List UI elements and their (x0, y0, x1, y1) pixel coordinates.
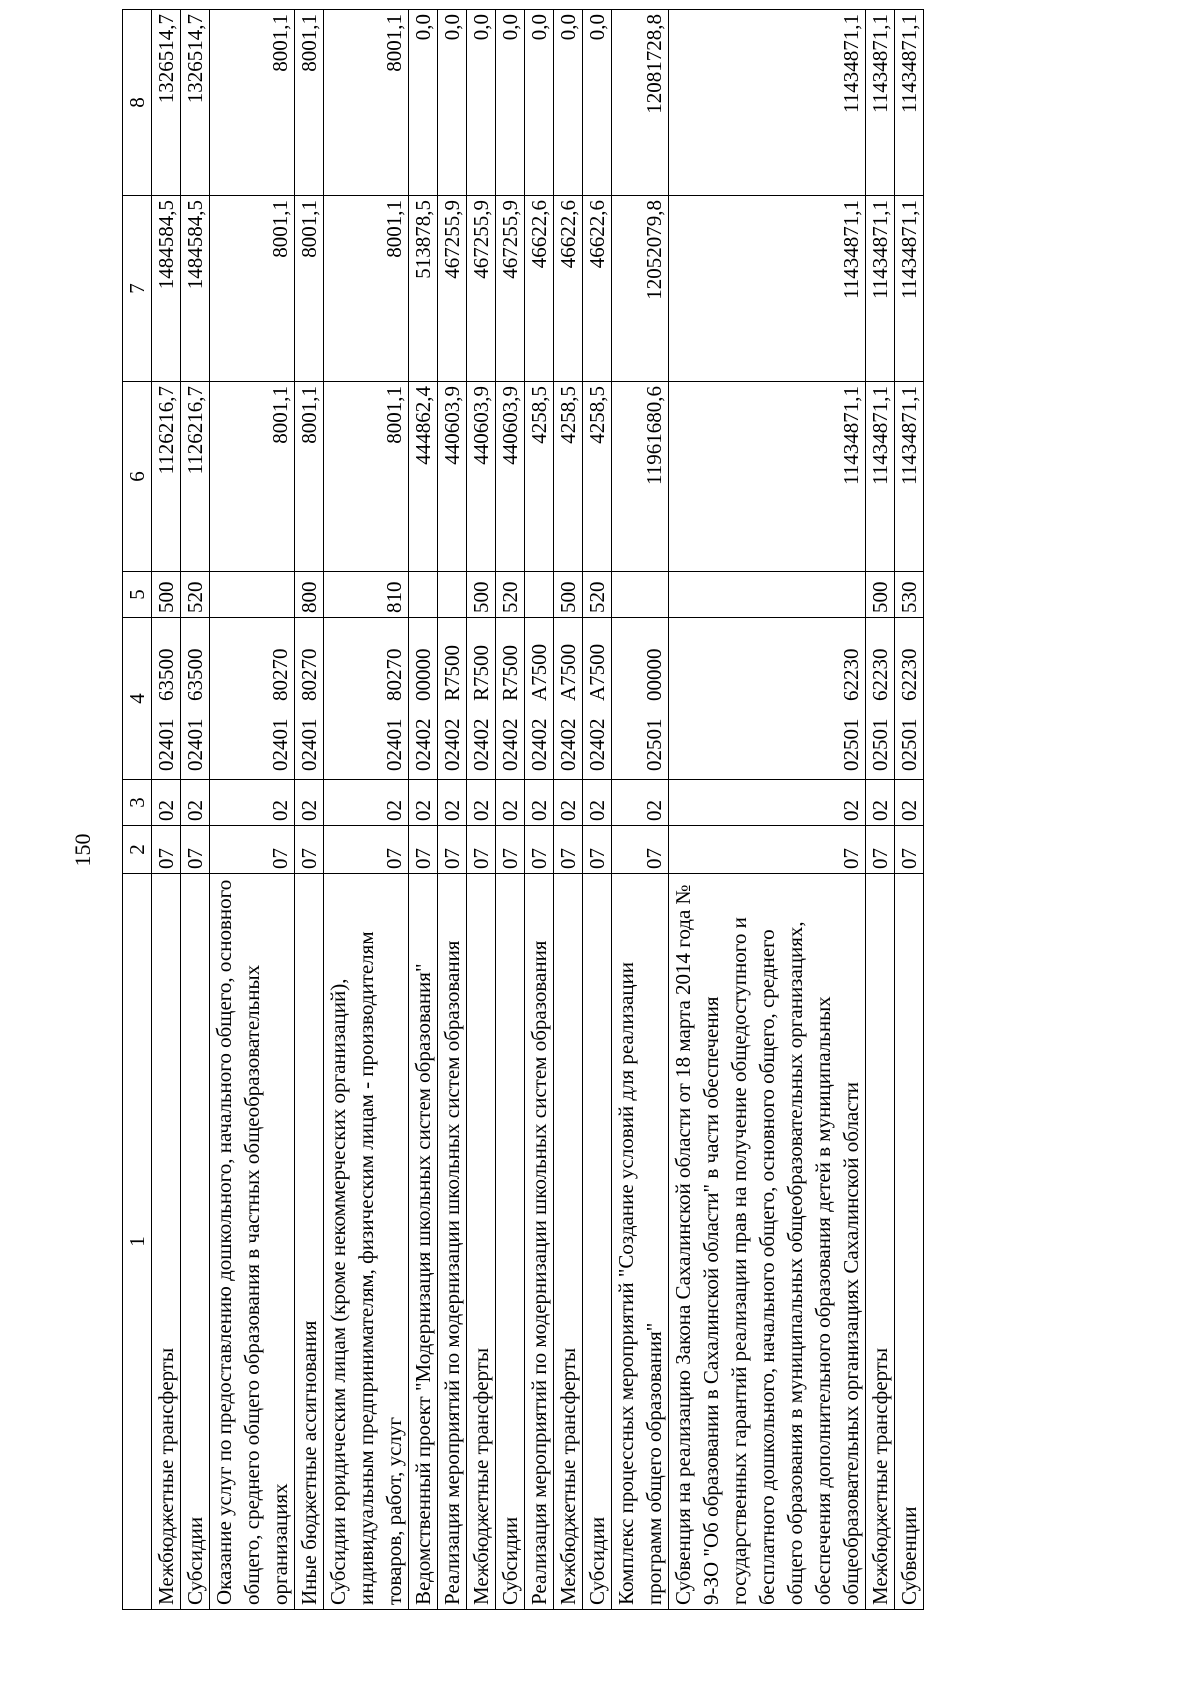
header-cell: 6 (123, 382, 152, 572)
target-article-code (210, 618, 295, 780)
amount-col-6: 11434871,1 (895, 382, 924, 572)
amount-col-8: 0,0 (583, 10, 612, 196)
program-code: 02401 (297, 718, 321, 771)
direction-code: 80270 (382, 648, 406, 701)
amount-col-7: 467255,9 (438, 196, 467, 382)
table-row (554, 10, 583, 1610)
row-name: Субсидии (496, 874, 525, 1610)
section-code: 07 (181, 826, 210, 874)
table-row (467, 10, 496, 1610)
target-article-code (612, 618, 669, 780)
amount-col-8: 8001,1 (295, 10, 324, 196)
amount-col-6: 11434871,1 (866, 382, 895, 572)
amount-col-6: 8001,1 (295, 382, 324, 572)
row-name: Реализация мероприятий по модернизации школьных систем образования (438, 874, 467, 1610)
section-code: 07 (895, 826, 924, 874)
expense-type-code: 520 (181, 572, 210, 618)
amount-col-6: 444862,4 (409, 382, 438, 572)
amount-col-8: 0,0 (554, 10, 583, 196)
expense-type-code: 520 (496, 572, 525, 618)
section-code: 07 (295, 826, 324, 874)
amount-col-6: 1126216,7 (181, 382, 210, 572)
amount-col-8: 0,0 (525, 10, 554, 196)
amount-col-7: 513878,5 (409, 196, 438, 382)
amount-col-8: 8001,1 (210, 10, 295, 196)
amount-col-6: 4258,5 (525, 382, 554, 572)
table-row (324, 10, 409, 1610)
table-row (152, 10, 181, 1610)
amount-col-8: 1326514,7 (181, 10, 210, 196)
header-cell: 1 (123, 874, 152, 1610)
expense-type-code (438, 572, 467, 618)
section-code: 07 (324, 826, 409, 874)
amount-col-7: 11434871,1 (669, 196, 866, 382)
row-name: Субсидии юридическим лицам (кроме некоммерческих организаций), индивидуальным предпринимателям, физическим лицам - производителям товаров, работ, услуг (324, 874, 409, 1610)
header-cell: 8 (123, 10, 152, 196)
expense-type-code (612, 572, 669, 618)
target-article-code (496, 618, 525, 780)
expense-type-code: 500 (554, 572, 583, 618)
direction-code: 62230 (839, 648, 863, 701)
row-name: Ведомственный проект "Модернизация школьных систем образования" (409, 874, 438, 1610)
direction-code: R7500 (469, 644, 493, 701)
amount-col-7: 46622,6 (525, 196, 554, 382)
amount-col-7: 8001,1 (295, 196, 324, 382)
amount-col-6: 4258,5 (554, 382, 583, 572)
subsection-code: 02 (525, 780, 554, 826)
table-row (895, 10, 924, 1610)
program-code: 02402 (440, 718, 464, 771)
direction-code: 80270 (268, 648, 292, 701)
section-code: 07 (583, 826, 612, 874)
section-code: 07 (525, 826, 554, 874)
amount-col-8: 0,0 (438, 10, 467, 196)
program-code: 02501 (897, 718, 921, 771)
section-code: 07 (467, 826, 496, 874)
section-code: 07 (612, 826, 669, 874)
direction-code: 63500 (183, 648, 207, 701)
amount-col-7: 12052079,8 (612, 196, 669, 382)
target-article-code (409, 618, 438, 780)
table-row (181, 10, 210, 1610)
program-code: 02401 (154, 718, 178, 771)
target-article-code (554, 618, 583, 780)
expense-type-code: 500 (467, 572, 496, 618)
program-code: 02402 (556, 718, 580, 771)
expense-type-code (669, 572, 866, 618)
row-name: Межбюджетные трансферты (866, 874, 895, 1610)
table-row (866, 10, 895, 1610)
amount-col-7: 8001,1 (324, 196, 409, 382)
program-code: 02402 (469, 718, 493, 771)
header-cell: 4 (123, 618, 152, 780)
subsection-code: 02 (554, 780, 583, 826)
subsection-code: 02 (210, 780, 295, 826)
program-code: 02402 (527, 718, 551, 771)
direction-code: A7500 (585, 643, 609, 701)
subsection-code: 02 (895, 780, 924, 826)
program-code: 02402 (411, 718, 435, 771)
target-article-code (152, 618, 181, 780)
amount-col-6: 4258,5 (583, 382, 612, 572)
amount-col-8: 11434871,1 (669, 10, 866, 196)
direction-code: 80270 (297, 648, 321, 701)
amount-col-8: 1326514,7 (152, 10, 181, 196)
expense-type-code: 500 (866, 572, 895, 618)
row-name: Субсидии (181, 874, 210, 1610)
row-name: Межбюджетные трансферты (152, 874, 181, 1610)
expense-type-code: 810 (324, 572, 409, 618)
row-name: Реализация мероприятий по модернизации школьных систем образования (525, 874, 554, 1610)
target-article-code (866, 618, 895, 780)
amount-col-7: 46622,6 (583, 196, 612, 382)
amount-col-6: 1126216,7 (152, 382, 181, 572)
subsection-code: 02 (152, 780, 181, 826)
amount-col-8: 0,0 (409, 10, 438, 196)
program-code: 02402 (585, 718, 609, 771)
amount-col-6: 440603,9 (496, 382, 525, 572)
target-article-code (295, 618, 324, 780)
amount-col-7: 46622,6 (554, 196, 583, 382)
target-article-code (583, 618, 612, 780)
section-code: 07 (210, 826, 295, 874)
subsection-code: 02 (866, 780, 895, 826)
table-row (496, 10, 525, 1610)
amount-col-8: 11434871,1 (866, 10, 895, 196)
row-name: Оказание услуг по предоставлению дошкольного, начального общего, основного общего, среднего общего образования в частных общеобразовательных организациях (210, 874, 295, 1610)
subsection-code: 02 (438, 780, 467, 826)
expense-type-code: 500 (152, 572, 181, 618)
row-name: Субвенции (895, 874, 924, 1610)
expense-type-code: 530 (895, 572, 924, 618)
amount-col-7: 1484584,5 (152, 196, 181, 382)
target-article-code (669, 618, 866, 780)
direction-code: R7500 (440, 644, 464, 701)
table-row (669, 10, 866, 1610)
row-name: Межбюджетные трансферты (467, 874, 496, 1610)
direction-code: 63500 (154, 648, 178, 701)
row-name: Субвенция на реализацию Закона Сахалинской области от 18 марта 2014 года № 9-ЗО "Об образовании в Сахалинской области" в части обеспечения государственных гарантий реализации прав на получение общедоступного и бесплатного дошкольного, начального общего, основного общего, среднего общего образования в муниципальных общеобразовательных организациях, обеспечения дополнительного образования детей в муниципальных общеобразовательных организациях Сахалинской области (669, 874, 866, 1610)
subsection-code: 02 (295, 780, 324, 826)
amount-col-7: 467255,9 (496, 196, 525, 382)
target-article-code (895, 618, 924, 780)
program-code: 02402 (498, 718, 522, 771)
direction-code: 00000 (411, 648, 435, 701)
direction-code: 00000 (642, 648, 666, 701)
section-code: 07 (438, 826, 467, 874)
subsection-code: 02 (409, 780, 438, 826)
amount-col-6: 11961680,6 (612, 382, 669, 572)
amount-col-7: 8001,1 (210, 196, 295, 382)
table-row (295, 10, 324, 1610)
expense-type-code: 800 (295, 572, 324, 618)
direction-code: 62230 (897, 648, 921, 701)
amount-col-7: 11434871,1 (866, 196, 895, 382)
subsection-code: 02 (612, 780, 669, 826)
subsection-code: 02 (181, 780, 210, 826)
header-row (123, 10, 152, 1610)
table-row (210, 10, 295, 1610)
target-article-code (181, 618, 210, 780)
expense-type-code (409, 572, 438, 618)
target-article-code (525, 618, 554, 780)
subsection-code: 02 (496, 780, 525, 826)
expense-type-code (525, 572, 554, 618)
direction-code: A7500 (556, 643, 580, 701)
header-cell: 3 (123, 780, 152, 826)
amount-col-6: 8001,1 (324, 382, 409, 572)
subsection-code: 02 (324, 780, 409, 826)
section-code: 07 (866, 826, 895, 874)
subsection-code: 02 (467, 780, 496, 826)
table-row (409, 10, 438, 1610)
header-cell: 5 (123, 572, 152, 618)
amount-col-6: 11434871,1 (669, 382, 866, 572)
program-code: 02401 (382, 718, 406, 771)
amount-col-8: 0,0 (496, 10, 525, 196)
direction-code: R7500 (498, 644, 522, 701)
page-number: 150 (70, 833, 95, 867)
amount-col-7: 1484584,5 (181, 196, 210, 382)
amount-col-7: 467255,9 (467, 196, 496, 382)
amount-col-8: 12081728,8 (612, 10, 669, 196)
section-code: 07 (669, 826, 866, 874)
amount-col-6: 440603,9 (438, 382, 467, 572)
table-row (612, 10, 669, 1610)
table-row (525, 10, 554, 1610)
row-name: Межбюджетные трансферты (554, 874, 583, 1610)
amount-col-6: 440603,9 (467, 382, 496, 572)
program-code: 02501 (868, 718, 892, 771)
expense-type-code: 520 (583, 572, 612, 618)
subsection-code: 02 (669, 780, 866, 826)
direction-code: A7500 (527, 643, 551, 701)
table-row (583, 10, 612, 1610)
row-name: Комплекс процессных мероприятий "Создание условий для реализации программ общего образования" (612, 874, 669, 1610)
program-code: 02501 (839, 718, 863, 771)
target-article-code (467, 618, 496, 780)
table-row (438, 10, 467, 1610)
amount-col-8: 0,0 (467, 10, 496, 196)
program-code: 02401 (268, 718, 292, 771)
row-name: Иные бюджетные ассигнования (295, 874, 324, 1610)
header-cell: 2 (123, 826, 152, 874)
section-code: 07 (152, 826, 181, 874)
subsection-code: 02 (583, 780, 612, 826)
section-code: 07 (554, 826, 583, 874)
amount-col-8: 8001,1 (324, 10, 409, 196)
budget-table (122, 9, 924, 1610)
program-code: 02501 (642, 718, 666, 771)
expense-type-code (210, 572, 295, 618)
section-code: 07 (409, 826, 438, 874)
amount-col-8: 11434871,1 (895, 10, 924, 196)
target-article-code (438, 618, 467, 780)
direction-code: 62230 (868, 648, 892, 701)
row-name: Субсидии (583, 874, 612, 1610)
section-code: 07 (496, 826, 525, 874)
target-article-code (324, 618, 409, 780)
amount-col-6: 8001,1 (210, 382, 295, 572)
header-cell: 7 (123, 196, 152, 382)
amount-col-7: 11434871,1 (895, 196, 924, 382)
program-code: 02401 (183, 718, 207, 771)
